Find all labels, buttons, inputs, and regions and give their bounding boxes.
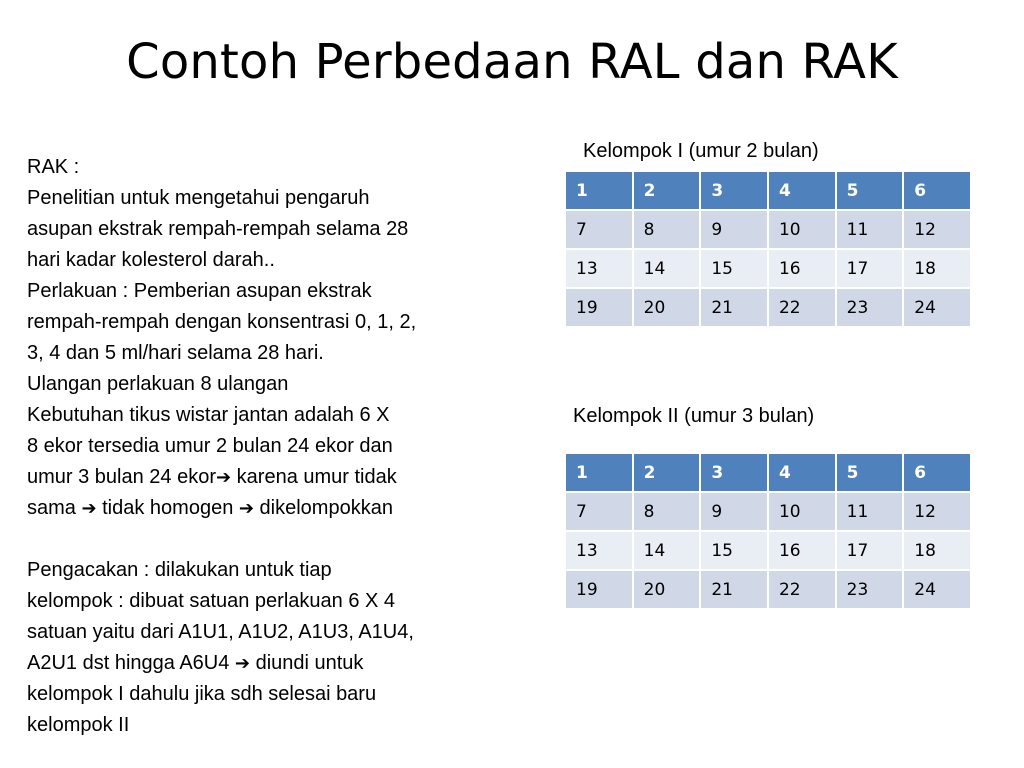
slide-title: Contoh Perbedaan RAL dan RAK [126,34,898,90]
table-cell: 3 [700,171,768,210]
table-cell: 20 [633,570,701,609]
table-cell: 12 [903,492,971,531]
right-arrow-icon: ➔ [81,498,97,519]
table-header-row [565,171,971,210]
table-cell: 2 [633,453,701,492]
group-2-table [564,452,972,610]
table-cell: 20 [633,288,701,327]
table-cell: 1 [565,171,633,210]
table-cell: 22 [768,288,836,327]
table-cell: 9 [700,210,768,249]
table-cell: 1 [565,453,633,492]
text-segment: diundi untuk [250,652,364,674]
table-cell: 5 [836,171,904,210]
table-cell: 23 [836,570,904,609]
table-cell: 14 [633,531,701,570]
table-cell: 23 [836,288,904,327]
text-line: Perlakuan : Pemberian asupan ekstrak [27,280,372,302]
table-cell: 8 [633,210,701,249]
right-arrow-icon: ➔ [238,498,254,519]
text-segment: karena umur tidak [231,466,397,488]
text-segment: A2U1 dst hingga A6U4 [27,652,235,674]
table-header-row [565,453,971,492]
text-line: asupan ekstrak rempah-rempah selama 28 [27,218,409,240]
group-2-caption: Kelompok II (umur 3 bulan) [573,405,815,427]
table-cell: 19 [565,570,633,609]
table-cell: 9 [700,492,768,531]
table-cell: 6 [903,171,971,210]
text-line: kelompok I dahulu jika sdh selesai baru [27,683,377,705]
table-cell: 4 [768,171,836,210]
table-cell: 21 [700,288,768,327]
group-1-table [564,170,972,328]
text-line: Pengacakan : dilakukan untuk tiap [27,559,332,581]
table-row [565,210,971,249]
text-line: hari kadar kolesterol darah.. [27,249,275,271]
text-line: 8 ekor tersedia umur 2 bulan 24 ekor dan [27,435,393,457]
table-cell: 2 [633,171,701,210]
table-cell: 8 [633,492,701,531]
table-cell: 10 [768,210,836,249]
table-cell: 4 [768,453,836,492]
table-cell: 17 [836,531,904,570]
table-row [565,570,971,609]
text-line: satuan yaitu dari A1U1, A1U2, A1U3, A1U4, [27,621,414,643]
table-cell: 18 [903,531,971,570]
table-cell: 21 [700,570,768,609]
text-line: Ulangan perlakuan 8 ulangan [27,373,289,395]
text-line: kelompok : dibuat satuan perlakuan 6 X 4 [27,590,396,612]
table-cell: 3 [700,453,768,492]
table-cell: 10 [768,492,836,531]
table-row [565,288,971,327]
table-row [565,249,971,288]
table-cell: 12 [903,210,971,249]
table-cell: 5 [836,453,904,492]
table-cell: 15 [700,249,768,288]
text-segment: sama [27,497,82,519]
table-cell: 16 [768,249,836,288]
text-line [27,648,537,679]
text-line: Penelitian untuk mengetahui pengaruh [27,187,370,209]
table-cell: 22 [768,570,836,609]
text-segment: tidak homogen [96,497,239,519]
table-cell: 24 [903,288,971,327]
table-cell: 14 [633,249,701,288]
table-row [565,492,971,531]
table-row [565,531,971,570]
table-cell: 11 [836,210,904,249]
table-cell: 7 [565,492,633,531]
text-line: kelompok II [27,714,130,736]
paragraph-spacer [27,524,537,555]
table-cell: 11 [836,492,904,531]
table-cell: 13 [565,531,633,570]
text-segment: dikelompokkan [253,497,393,519]
table-cell: 19 [565,288,633,327]
right-arrow-icon: ➔ [234,653,251,674]
text-line [27,462,537,493]
table-cell: 7 [565,210,633,249]
table-cell: 15 [700,531,768,570]
table-cell: 6 [903,453,971,492]
text-line [27,493,537,524]
table-cell: 16 [768,531,836,570]
text-line: 3, 4 dan 5 ml/hari selama 28 hari. [27,342,324,364]
right-arrow-icon: ➔ [216,467,232,488]
text-segment: umur 3 bulan 24 ekor [27,466,217,488]
table-cell: 24 [903,570,971,609]
text-line: RAK : [27,156,80,178]
body-text-block [27,152,537,741]
group-1-caption: Kelompok I (umur 2 bulan) [583,140,819,162]
table-cell: 18 [903,249,971,288]
table-cell: 17 [836,249,904,288]
table-cell: 13 [565,249,633,288]
text-line: Kebutuhan tikus wistar jantan adalah 6 X [27,404,390,426]
text-line: rempah-rempah dengan konsentrasi 0, 1, 2, [27,311,417,333]
